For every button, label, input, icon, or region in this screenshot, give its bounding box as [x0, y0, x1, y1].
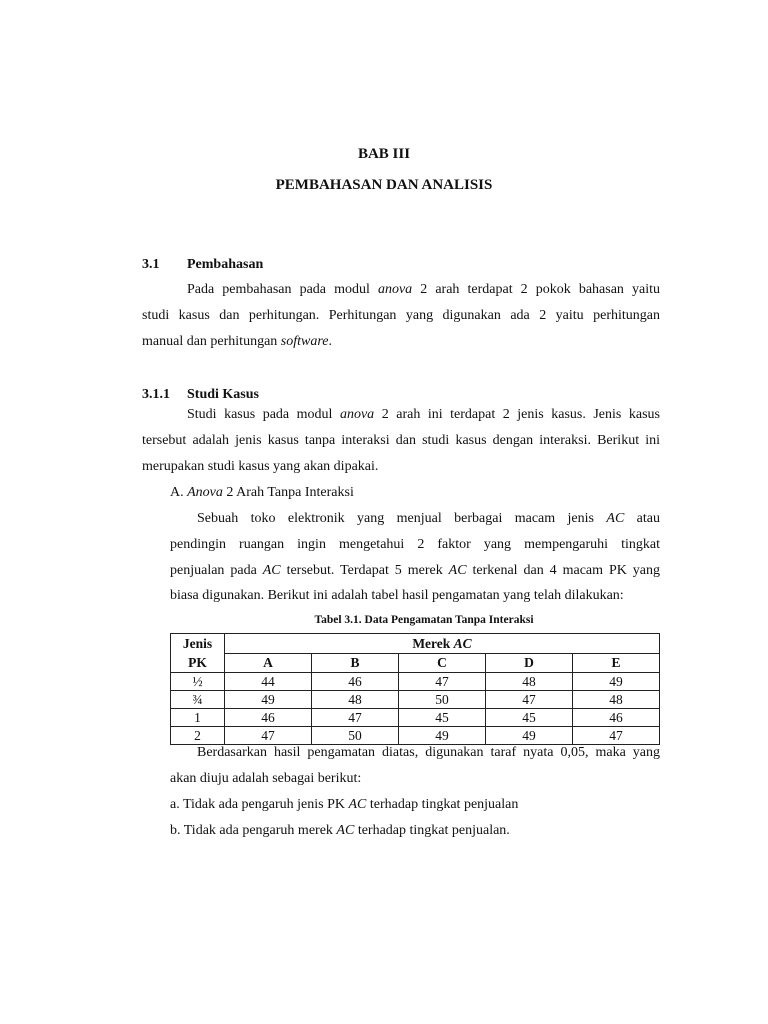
value-cell: 45 [399, 709, 486, 727]
value-cell: 48 [312, 691, 399, 709]
value-cell: 47 [225, 727, 312, 745]
value-cell: 50 [399, 691, 486, 709]
paragraph-line: Berdasarkan hasil pengamatan diatas, digunakan taraf nyata 0,05, maka yang [197, 745, 660, 760]
brand-header: D [486, 653, 573, 673]
value-cell: 49 [225, 691, 312, 709]
hypothesis-b: b. Tidak ada pengaruh merek AC terhadap tingkat penjualan. [170, 823, 510, 838]
section-number: 3.1 [142, 257, 160, 272]
value-cell: 47 [399, 673, 486, 691]
table-caption: Tabel 3.1. Data Pengamatan Tanpa Interaksi [314, 614, 534, 626]
value-cell: 46 [573, 709, 660, 727]
pk-cell: 1 [171, 709, 225, 727]
value-cell: 48 [486, 673, 573, 691]
value-cell: 50 [312, 727, 399, 745]
chapter-title: PEMBAHASAN DAN ANALISIS [275, 177, 493, 193]
value-cell: 45 [486, 709, 573, 727]
brand-header: C [399, 653, 486, 673]
paragraph-line: tersebut adalah jenis kasus tanpa interaksi dan studi kasus dengan interaksi. Berikut ini [142, 433, 660, 448]
paragraph-line: akan diuju adalah sebagai berikut: [170, 771, 362, 786]
paragraph-line: Sebuah toko elektronik yang menjual berbagai macam jenis AC atau [197, 511, 660, 526]
value-cell: 47 [573, 727, 660, 745]
brand-header: A [225, 653, 312, 673]
pk-cell: ½ [171, 673, 225, 691]
value-cell: 46 [312, 673, 399, 691]
value-cell: 47 [486, 691, 573, 709]
brand-header-row [171, 653, 660, 673]
merek-header: Merek AC [225, 634, 660, 654]
paragraph-line: merupakan studi kasus yang akan dipakai. [142, 459, 379, 474]
table-header-row [171, 634, 660, 654]
paragraph-line: Pada pembahasan pada modul anova 2 arah terdapat 2 pokok bahasan yaitu [187, 282, 660, 297]
subsection-title: Studi Kasus [187, 387, 259, 402]
paragraph-line: pendingin ruangan ingin mengetahui 2 faktor yang mempengaruhi tingkat [170, 537, 660, 552]
value-cell: 46 [225, 709, 312, 727]
chapter-number: BAB III [357, 146, 411, 162]
table-row [171, 727, 660, 745]
hypothesis-a: a. Tidak ada pengaruh jenis PK AC terhadap tingkat penjualan [170, 797, 519, 812]
brand-header: E [573, 653, 660, 673]
jenis-pk-header: Jenis PK [171, 634, 225, 673]
value-cell: 49 [573, 673, 660, 691]
section-title: Pembahasan [187, 257, 264, 272]
value-cell: 49 [399, 727, 486, 745]
pk-cell: ¾ [171, 691, 225, 709]
value-cell: 44 [225, 673, 312, 691]
paragraph-line: Studi kasus pada modul anova 2 arah ini terdapat 2 jenis kasus. Jenis kasus [187, 407, 660, 422]
paragraph-line: manual dan perhitungan software. [142, 334, 333, 349]
case-title: A. Anova 2 Arah Tanpa Interaksi [170, 485, 354, 500]
brand-header: B [312, 653, 399, 673]
value-cell: 48 [573, 691, 660, 709]
data-table [170, 633, 660, 745]
value-cell: 47 [312, 709, 399, 727]
subsection-number: 3.1.1 [142, 387, 170, 402]
paragraph-line: studi kasus dan perhitungan. Perhitungan yang digunakan ada 2 yaitu perhitungan [142, 308, 660, 323]
value-cell: 49 [486, 727, 573, 745]
table-row [171, 673, 660, 691]
pk-cell: 2 [171, 727, 225, 745]
paragraph-line: penjualan pada AC tersebut. Terdapat 5 merek AC terkenal dan 4 macam PK yang [170, 563, 660, 578]
paragraph-line: biasa digunakan. Berikut ini adalah tabel hasil pengamatan yang telah dilakukan: [170, 588, 624, 603]
table-row [171, 691, 660, 709]
table-row [171, 709, 660, 727]
